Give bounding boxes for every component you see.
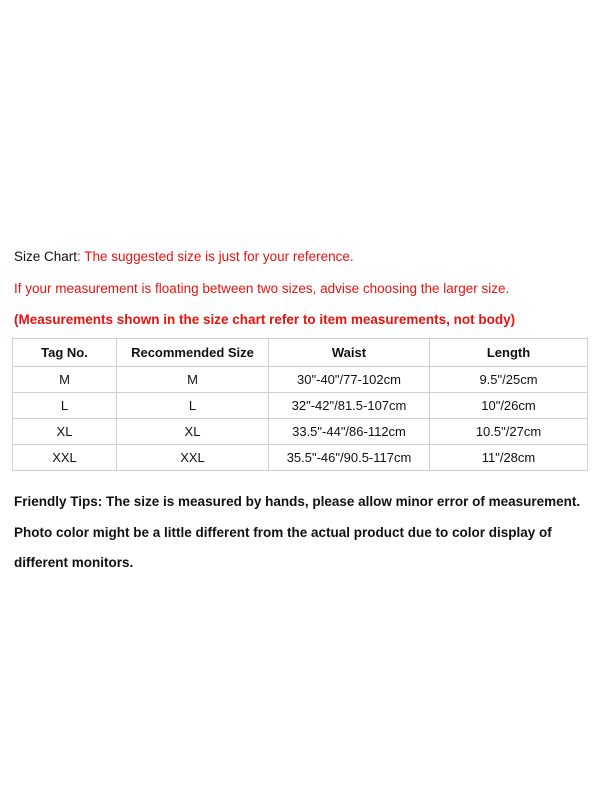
cell-length: 11"/28cm xyxy=(430,445,588,471)
friendly-tips-line: Friendly Tips: The size is measured by hands, please allow minor error of measurement. xyxy=(14,494,581,509)
photo-color-note-continued: different monitors. xyxy=(14,555,134,570)
size-chart-intro-line xyxy=(14,249,354,265)
cell-recommended-size: L xyxy=(117,393,269,419)
cell-length: 9.5"/25cm xyxy=(430,367,588,393)
cell-recommended-size: M xyxy=(117,367,269,393)
size-table xyxy=(12,338,588,471)
size-chart-label: Size Chart xyxy=(14,249,78,264)
cell-waist: 33.5"-44"/86-112cm xyxy=(269,419,430,445)
table-row xyxy=(13,367,588,393)
cell-waist: 32"-42"/81.5-107cm xyxy=(269,393,430,419)
table-row xyxy=(13,419,588,445)
cell-tag-no: XXL xyxy=(13,445,117,471)
cell-tag-no: XL xyxy=(13,419,117,445)
measurement-note: (Measurements shown in the size chart refer to item measurements, not body) xyxy=(14,312,516,327)
cell-length: 10"/26cm xyxy=(430,393,588,419)
cell-recommended-size: XXL xyxy=(117,445,269,471)
floating-size-advice: If your measurement is floating between two sizes, advise choosing the larger size. xyxy=(14,281,510,296)
cell-length: 10.5"/27cm xyxy=(430,419,588,445)
table-header-row xyxy=(13,339,588,367)
table-row xyxy=(13,445,588,471)
header-recommended-size: Recommended Size xyxy=(117,339,269,367)
header-waist: Waist xyxy=(269,339,430,367)
size-chart-reference-text: : The suggested size is just for your reference. xyxy=(77,249,354,264)
cell-waist: 30"-40"/77-102cm xyxy=(269,367,430,393)
cell-recommended-size: XL xyxy=(117,419,269,445)
table-row xyxy=(13,393,588,419)
cell-tag-no: L xyxy=(13,393,117,419)
header-tag-no: Tag No. xyxy=(13,339,117,367)
photo-color-note: Photo color might be a little different from the actual product due to color display of xyxy=(14,525,552,540)
cell-waist: 35.5"-46"/90.5-117cm xyxy=(269,445,430,471)
cell-tag-no: M xyxy=(13,367,117,393)
header-length: Length xyxy=(430,339,588,367)
